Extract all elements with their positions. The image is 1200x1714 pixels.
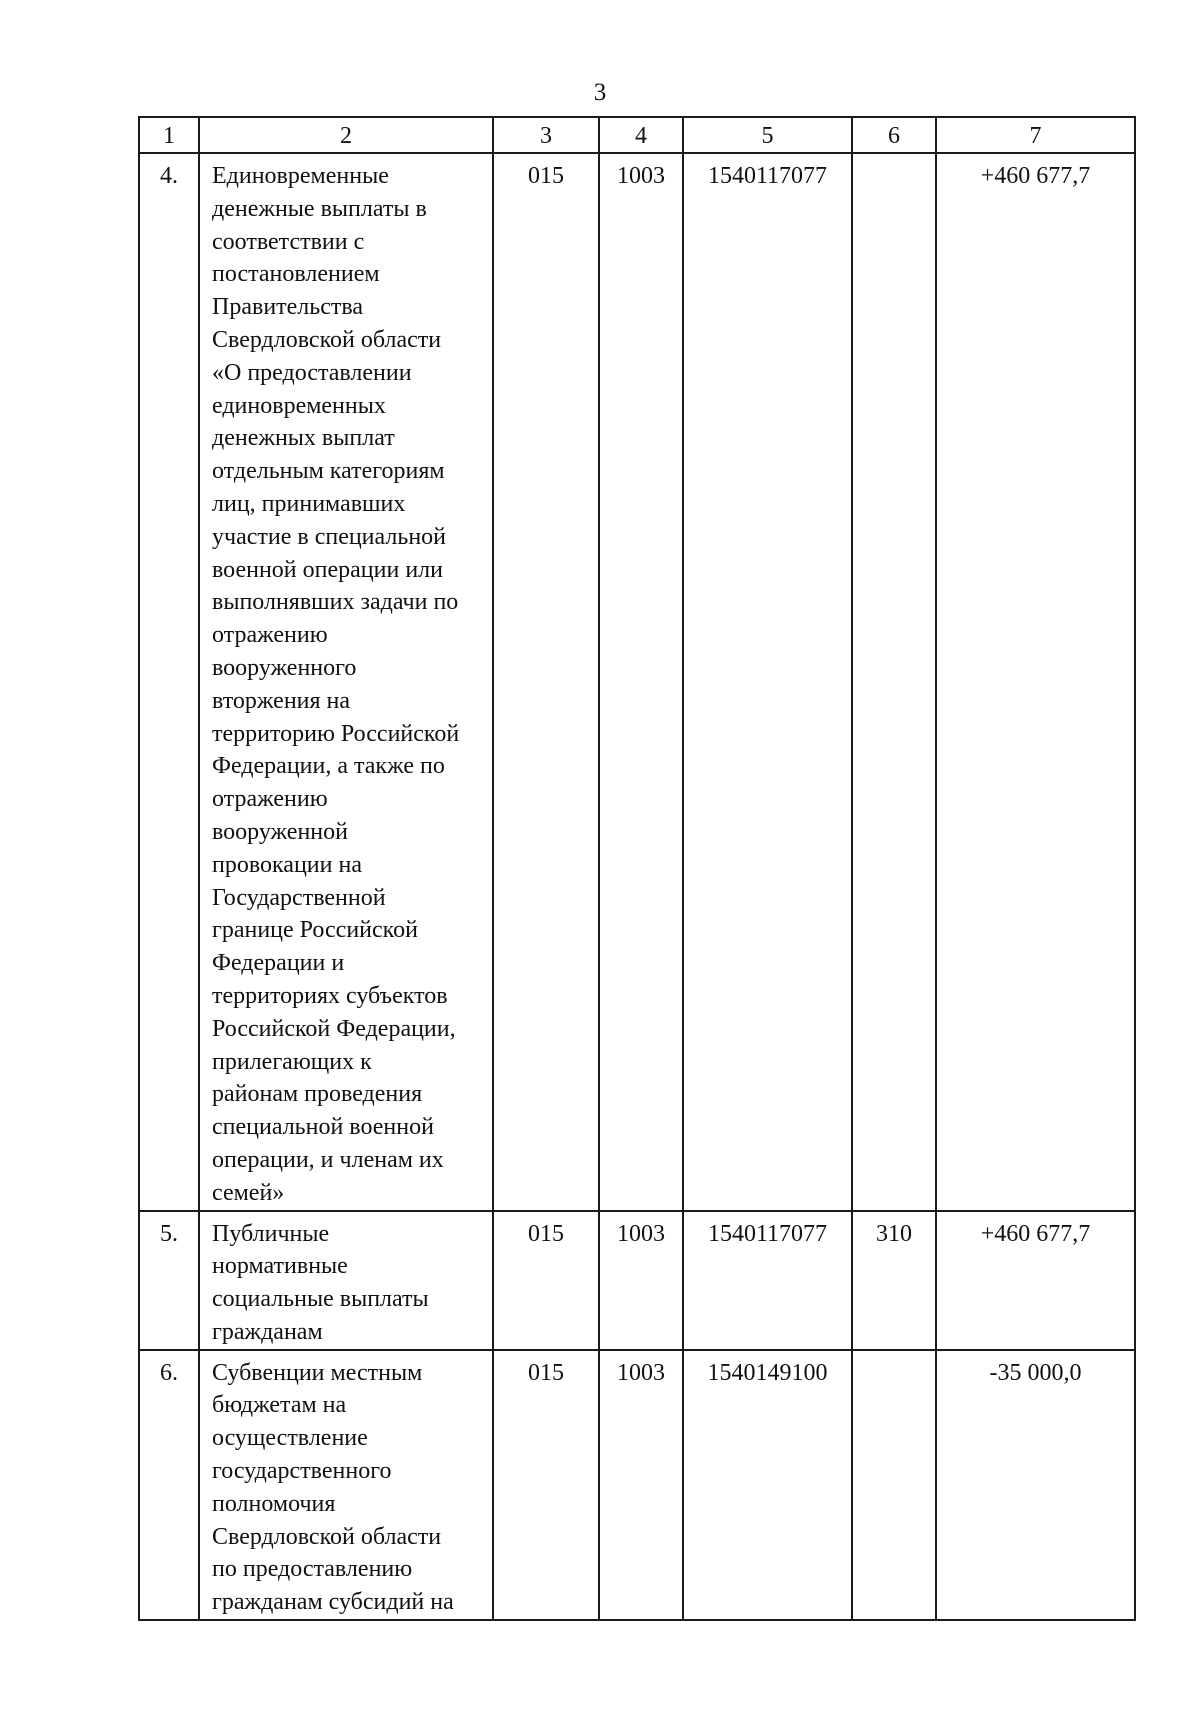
row-name-line: Государственной (212, 884, 386, 911)
row-name-line: социальные выплаты (212, 1286, 429, 1313)
row-name-line: денежные выплаты в (212, 195, 427, 222)
table-row (139, 1350, 1135, 1620)
row-name-line: семей» (212, 1179, 285, 1206)
row-number-cell (139, 153, 199, 1211)
agency-code: 015 (528, 1359, 564, 1386)
row-number: 5. (160, 1220, 178, 1247)
table-row (139, 1211, 1135, 1350)
agency-code-cell (493, 1211, 599, 1350)
row-name-line: вооруженного (212, 654, 357, 681)
row-number: 6. (160, 1359, 178, 1386)
row-name-line: операции, и членам их (212, 1146, 444, 1173)
agency-code: 015 (528, 163, 564, 189)
row-name-line: постановлением (212, 261, 380, 288)
amount-cell (936, 153, 1135, 1211)
row-name-line: государственного (212, 1458, 392, 1485)
row-name-line: Свердловской области (212, 326, 442, 353)
row-name-line: денежных выплат (212, 425, 395, 452)
row-name-line: отражению (212, 622, 328, 649)
column-header: 2 (199, 117, 493, 153)
row-name-line: Федерации, а также по (212, 753, 445, 780)
target-article: 1540117077 (707, 163, 828, 189)
section-code-cell (599, 1350, 683, 1620)
target-article-cell (683, 1211, 852, 1350)
row-name-line: вторжения на (212, 687, 351, 714)
row-name-line: провокации на (212, 851, 362, 878)
row-name (200, 1351, 492, 1619)
row-name-line: участие в специальной (212, 523, 446, 550)
row-name-line: соответствии с (212, 228, 365, 255)
expense-type-cell (852, 153, 936, 1211)
column-header: 5 (683, 117, 852, 153)
row-number-cell (139, 1350, 199, 1620)
amount-cell (936, 1350, 1135, 1620)
row-name-line: лиц, принимавших (212, 490, 406, 517)
column-header: 4 (599, 117, 683, 153)
row-name-line: территориях субъектов (212, 982, 448, 1009)
row-name-line: вооруженной (212, 818, 348, 845)
target-article: 1540149100 (707, 1359, 828, 1386)
row-number: 4. (160, 163, 178, 189)
row-name-line: военной операции или (212, 556, 443, 583)
expense-type (853, 154, 935, 160)
table-row (139, 153, 1135, 1211)
row-name-line: Свердловской области (212, 1523, 442, 1550)
amount: +460 677,7 (980, 1220, 1091, 1247)
target-article-cell (683, 1350, 852, 1620)
row-name-line: осуществление (212, 1425, 368, 1452)
section-code: 1003 (617, 163, 665, 189)
row-name-line: бюджетам на (212, 1392, 347, 1419)
agency-code-cell (493, 1350, 599, 1620)
row-name (200, 154, 492, 1210)
target-article: 1540117077 (707, 1220, 828, 1247)
row-name-line: выполнявших задачи по (212, 589, 459, 616)
row-name-cell (199, 153, 493, 1211)
expense-type-cell (852, 1211, 936, 1350)
amount-cell (936, 1211, 1135, 1350)
section-code-cell (599, 1211, 683, 1350)
row-name-line: прилегающих к (212, 1048, 372, 1075)
expense-type-cell (852, 1350, 936, 1620)
row-name-line: по предоставлению (212, 1556, 413, 1583)
row-name-line: единовременных (212, 392, 386, 419)
row-name-line: Субвенции местным (212, 1359, 423, 1386)
row-name-cell (199, 1211, 493, 1350)
row-name-line: Правительства (212, 294, 364, 321)
section-code-cell (599, 153, 683, 1211)
row-name (200, 1212, 492, 1349)
row-name-line: нормативные (212, 1253, 348, 1280)
row-number-cell (139, 1211, 199, 1350)
row-name-line: Публичные (212, 1220, 330, 1247)
row-name-line: специальной военной (212, 1114, 434, 1141)
row-name-line: гражданам субсидий на (212, 1589, 454, 1616)
page-number: 3 (593, 79, 607, 106)
row-name-line: районам проведения (212, 1081, 423, 1108)
amount: +460 677,7 (980, 163, 1091, 189)
row-name-line: Единовременные (212, 163, 389, 189)
row-name-cell (199, 1350, 493, 1620)
section-code: 1003 (617, 1220, 665, 1247)
expense-type (853, 1351, 935, 1357)
amount: -35 000,0 (989, 1359, 1082, 1386)
row-name-line: Федерации и (212, 950, 345, 977)
row-name-line: границе Российской (212, 917, 418, 944)
target-article-cell (683, 153, 852, 1211)
row-name-line: «О предоставлении (212, 359, 412, 386)
row-name-line: полномочия (212, 1490, 336, 1517)
column-header: 7 (936, 117, 1135, 153)
expense-type: 310 (876, 1220, 912, 1247)
column-header: 6 (852, 117, 936, 153)
row-name-line: территорию Российской (212, 720, 460, 747)
row-name-line: отражению (212, 786, 328, 813)
row-name-line: отдельным категориям (212, 458, 445, 485)
section-code: 1003 (617, 1359, 665, 1386)
column-header: 3 (493, 117, 599, 153)
budget-changes-table (138, 116, 1136, 1621)
agency-code-cell (493, 153, 599, 1211)
table-header-row (139, 117, 1135, 153)
agency-code: 015 (528, 1220, 564, 1247)
row-name-line: гражданам (212, 1318, 323, 1345)
row-name-line: Российской Федерации, (212, 1015, 456, 1042)
column-header: 1 (139, 117, 199, 153)
